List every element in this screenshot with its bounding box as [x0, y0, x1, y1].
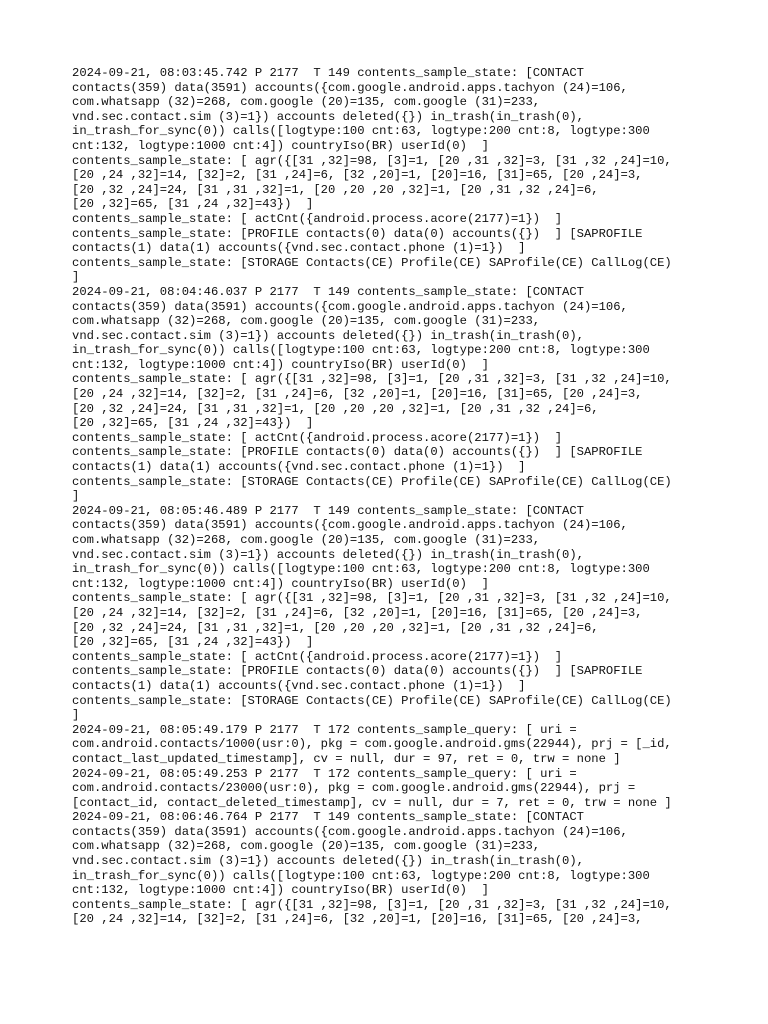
log-line: contacts(359) data(3591) accounts({com.google.android.apps.tachyon (24)=106,	[72, 80, 628, 95]
log-line: contents_sample_state: [ actCnt({android.process.acore(2177)=1}) ]	[72, 649, 563, 664]
log-line: in_trash_for_sync(0)) calls([logtype:100 cnt:63, logtype:200 cnt:8, logtype:300	[72, 343, 650, 358]
log-line: ]	[72, 489, 80, 504]
log-line: contents_sample_state: [STORAGE Contacts(CE) Profile(CE) SAProfile(CE) CallLog(CE)	[72, 693, 672, 708]
log-line: 2024-09-21, 08:05:46.489 P 2177 T 149 contents_sample_state: [CONTACT	[72, 503, 584, 518]
log-line: contents_sample_state: [ agr({[31 ,32]=98, [3]=1, [20 ,31 ,32]=3, [31 ,32 ,24]=10,	[72, 372, 672, 387]
log-line: 2024-09-21, 08:04:46.037 P 2177 T 149 contents_sample_state: [CONTACT	[72, 284, 584, 299]
log-line: vnd.sec.contact.sim (3)=1}) accounts deleted({}) in_trash(in_trash(0),	[72, 328, 584, 343]
log-line: com.whatsapp (32)=268, com.google (20)=135, com.google (31)=233,	[72, 95, 541, 110]
log-line: ]	[72, 708, 80, 723]
log-line: contacts(359) data(3591) accounts({com.google.android.apps.tachyon (24)=106,	[72, 824, 628, 839]
log-line: contents_sample_state: [STORAGE Contacts(CE) Profile(CE) SAProfile(CE) CallLog(CE)	[72, 255, 672, 270]
log-line: in_trash_for_sync(0)) calls([logtype:100 cnt:63, logtype:200 cnt:8, logtype:300	[72, 562, 650, 577]
log-line: [20 ,24 ,32]=14, [32]=2, [31 ,24]=6, [32 ,20]=1, [20]=16, [31]=65, [20 ,24]=3,	[72, 912, 643, 927]
log-line: [20 ,24 ,32]=14, [32]=2, [31 ,24]=6, [32 ,20]=1, [20]=16, [31]=65, [20 ,24]=3,	[72, 605, 643, 620]
log-line: contents_sample_state: [PROFILE contacts(0) data(0) accounts({}) ] [SAPROFILE	[72, 664, 643, 679]
log-line: [20 ,32]=65, [31 ,24 ,32]=43}) ]	[72, 635, 314, 650]
log-line: cnt:132, logtype:1000 cnt:4]) countryIso(BR) userId(0) ]	[72, 576, 489, 591]
log-line: contents_sample_state: [ agr({[31 ,32]=98, [3]=1, [20 ,31 ,32]=3, [31 ,32 ,24]=10,	[72, 591, 672, 606]
log-line: contacts(359) data(3591) accounts({com.google.android.apps.tachyon (24)=106,	[72, 518, 628, 533]
log-line: vnd.sec.contact.sim (3)=1}) accounts deleted({}) in_trash(in_trash(0),	[72, 547, 584, 562]
log-line: contents_sample_state: [ actCnt({android.process.acore(2177)=1}) ]	[72, 211, 563, 226]
log-line: 2024-09-21, 08:05:49.179 P 2177 T 172 contents_sample_query: [ uri =	[72, 722, 577, 737]
log-line: contacts(359) data(3591) accounts({com.google.android.apps.tachyon (24)=106,	[72, 299, 628, 314]
log-line: com.whatsapp (32)=268, com.google (20)=135, com.google (31)=233,	[72, 839, 541, 854]
log-line: com.android.contacts/23000(usr:0), pkg = com.google.android.gms(22944), prj =	[72, 781, 636, 796]
log-line: contacts(1) data(1) accounts({vnd.sec.contact.phone (1)=1}) ]	[72, 460, 526, 475]
log-line: contacts(1) data(1) accounts({vnd.sec.contact.phone (1)=1}) ]	[72, 678, 526, 693]
log-line: vnd.sec.contact.sim (3)=1}) accounts deleted({}) in_trash(in_trash(0),	[72, 854, 584, 869]
log-line: 2024-09-21, 08:05:49.253 P 2177 T 172 contents_sample_query: [ uri =	[72, 766, 577, 781]
log-line: [20 ,32 ,24]=24, [31 ,31 ,32]=1, [20 ,20 ,20 ,32]=1, [20 ,31 ,32 ,24]=6,	[72, 620, 599, 635]
log-line: cnt:132, logtype:1000 cnt:4]) countryIso(BR) userId(0) ]	[72, 883, 489, 898]
log-line: contents_sample_state: [ agr({[31 ,32]=98, [3]=1, [20 ,31 ,32]=3, [31 ,32 ,24]=10,	[72, 153, 672, 168]
log-line: [20 ,32 ,24]=24, [31 ,31 ,32]=1, [20 ,20 ,20 ,32]=1, [20 ,31 ,32 ,24]=6,	[72, 182, 599, 197]
log-line: contact_last_updated_timestamp], cv = null, dur = 97, ret = 0, trw = none ]	[72, 751, 621, 766]
log-line: contents_sample_state: [ actCnt({android.process.acore(2177)=1}) ]	[72, 430, 563, 445]
log-line: [20 ,32]=65, [31 ,24 ,32]=43}) ]	[72, 197, 314, 212]
log-line: in_trash_for_sync(0)) calls([logtype:100 cnt:63, logtype:200 cnt:8, logtype:300	[72, 124, 650, 139]
log-line: cnt:132, logtype:1000 cnt:4]) countryIso(BR) userId(0) ]	[72, 357, 489, 372]
log-line: com.android.contacts/1000(usr:0), pkg = com.google.android.gms(22944), prj = [_id,	[72, 737, 672, 752]
log-line: contacts(1) data(1) accounts({vnd.sec.contact.phone (1)=1}) ]	[72, 241, 526, 256]
log-line: [20 ,32]=65, [31 ,24 ,32]=43}) ]	[72, 416, 314, 431]
log-line: contents_sample_state: [STORAGE Contacts(CE) Profile(CE) SAProfile(CE) CallLog(CE)	[72, 474, 672, 489]
log-line: [contact_id, contact_deleted_timestamp], cv = null, dur = 7, ret = 0, trw = none ]	[72, 795, 672, 810]
log-document	[72, 66, 712, 927]
log-line: contents_sample_state: [PROFILE contacts(0) data(0) accounts({}) ] [SAPROFILE	[72, 226, 643, 241]
log-line: [20 ,24 ,32]=14, [32]=2, [31 ,24]=6, [32 ,20]=1, [20]=16, [31]=65, [20 ,24]=3,	[72, 387, 643, 402]
log-line: contents_sample_state: [ agr({[31 ,32]=98, [3]=1, [20 ,31 ,32]=3, [31 ,32 ,24]=10,	[72, 897, 672, 912]
log-line: com.whatsapp (32)=268, com.google (20)=135, com.google (31)=233,	[72, 314, 541, 329]
log-line: 2024-09-21, 08:03:45.742 P 2177 T 149 contents_sample_state: [CONTACT	[72, 66, 584, 80]
log-line: ]	[72, 270, 80, 285]
log-line: com.whatsapp (32)=268, com.google (20)=135, com.google (31)=233,	[72, 533, 541, 547]
log-line: 2024-09-21, 08:06:46.764 P 2177 T 149 contents_sample_state: [CONTACT	[72, 810, 584, 825]
log-line: [20 ,32 ,24]=24, [31 ,31 ,32]=1, [20 ,20 ,20 ,32]=1, [20 ,31 ,32 ,24]=6,	[72, 401, 599, 416]
log-line: contents_sample_state: [PROFILE contacts(0) data(0) accounts({}) ] [SAPROFILE	[72, 445, 643, 460]
log-line: in_trash_for_sync(0)) calls([logtype:100 cnt:63, logtype:200 cnt:8, logtype:300	[72, 868, 650, 883]
log-line: cnt:132, logtype:1000 cnt:4]) countryIso(BR) userId(0) ]	[72, 138, 489, 153]
log-line: [20 ,24 ,32]=14, [32]=2, [31 ,24]=6, [32 ,20]=1, [20]=16, [31]=65, [20 ,24]=3,	[72, 168, 643, 183]
log-line: vnd.sec.contact.sim (3)=1}) accounts deleted({}) in_trash(in_trash(0),	[72, 109, 584, 124]
